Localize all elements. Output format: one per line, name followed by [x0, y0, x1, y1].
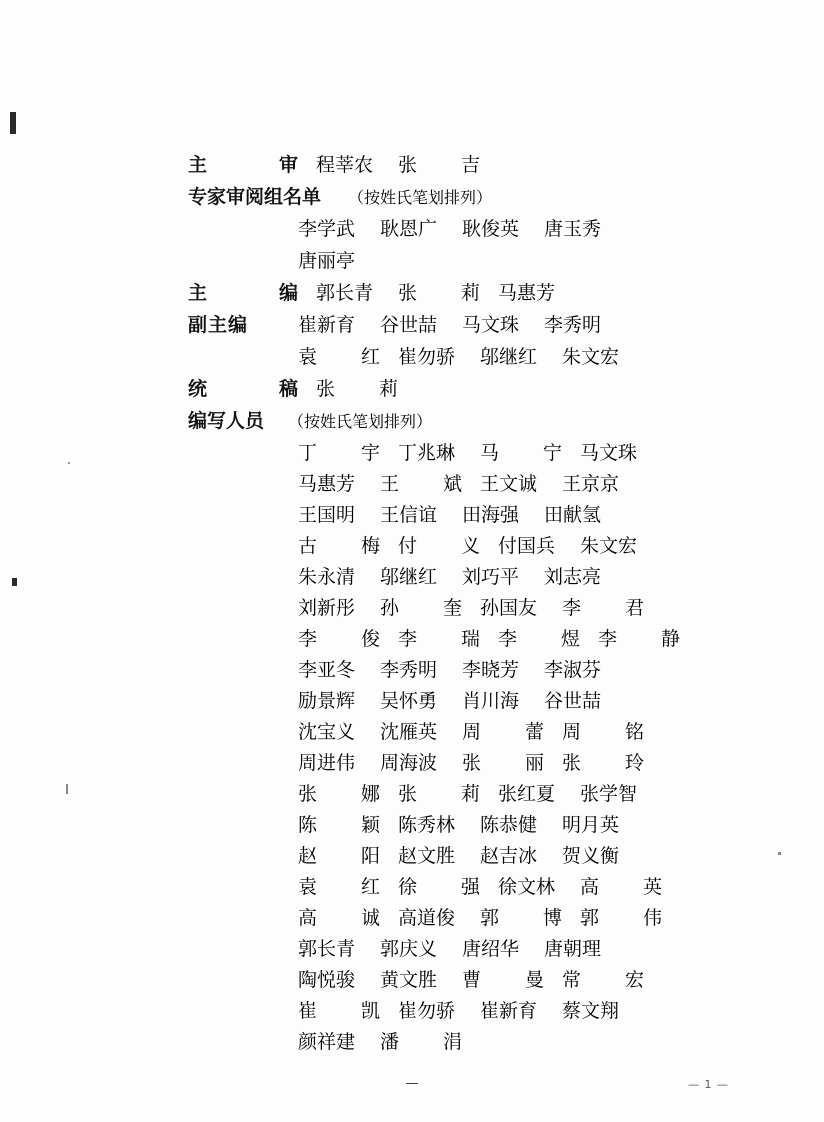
- person-name: 王信谊: [380, 504, 438, 526]
- section-note: （按姓氏笔划排列）: [348, 188, 493, 207]
- person-name: 励景辉: [298, 690, 356, 712]
- section-chief-reviewer: [188, 150, 628, 177]
- person-name: 陈秀林: [398, 814, 456, 836]
- person-name: 王文诚: [480, 473, 538, 495]
- person-name: 郭长青: [298, 938, 356, 960]
- scan-speck: [12, 578, 17, 586]
- name-row: [298, 841, 628, 868]
- name-char: 张: [316, 378, 336, 400]
- person-name: 肖川海: [462, 690, 520, 712]
- person-name: 马惠芳: [298, 473, 356, 495]
- section-expert-review-group: [188, 182, 628, 209]
- person-name: 邬继红: [480, 346, 538, 368]
- person-name: 崔勿骄: [398, 1000, 456, 1022]
- name-row: [298, 342, 628, 369]
- person-name: 朱文宏: [562, 346, 620, 368]
- section-label: 编写人员: [188, 410, 265, 432]
- person-name: 田海强: [462, 504, 520, 526]
- person-name: 唐丽亭: [298, 250, 356, 272]
- name-row: [298, 469, 628, 496]
- section-editor-in-chief: [188, 278, 628, 305]
- person-name: 古 梅: [298, 535, 380, 557]
- section-label: [188, 278, 316, 305]
- person-name: 曹 曼: [462, 969, 544, 991]
- person-name: 唐玉秀: [544, 218, 602, 240]
- person-name: 贺义衡: [562, 845, 620, 867]
- person-name: 刘新彤: [298, 597, 356, 619]
- person-name: 崔新育: [298, 314, 356, 336]
- person-name: 赵吉冰: [480, 845, 538, 867]
- person-name: 高 诚: [298, 907, 380, 929]
- person-name: 王京京: [562, 473, 620, 495]
- person-name: 郭 博: [480, 907, 562, 929]
- person-name: 徐 强: [398, 876, 480, 898]
- name-row: [298, 748, 644, 775]
- person-name: 张学智: [580, 783, 638, 805]
- person-name: 耿俊英: [462, 218, 520, 240]
- person-name: 朱文宏: [580, 535, 638, 557]
- name-row: [298, 655, 628, 682]
- name-char: 张: [398, 154, 418, 176]
- person-name: [298, 342, 398, 369]
- person-name: 李晓芳: [462, 659, 520, 681]
- section-associate-editor: [188, 310, 628, 337]
- scan-speck: [10, 112, 16, 134]
- section-label: 副主编: [188, 314, 249, 336]
- person-name: 张 丽: [462, 752, 544, 774]
- person-name: 李秀明: [544, 314, 602, 336]
- person-name: 马文珠: [580, 442, 638, 464]
- person-name: 明月英: [562, 814, 620, 836]
- label-char: 统: [188, 378, 208, 400]
- document-content: [188, 150, 680, 1058]
- person-name: 李 静: [598, 628, 680, 650]
- person-name: 谷世喆: [380, 314, 438, 336]
- person-name: 沈雁英: [380, 721, 438, 743]
- person-name: 李秀明: [380, 659, 438, 681]
- section-label: [188, 150, 316, 177]
- label-char: 主: [188, 282, 208, 304]
- person-name: 吴怀勇: [380, 690, 438, 712]
- name-row: [298, 686, 628, 713]
- person-name: 丁 宇: [298, 442, 380, 464]
- person-name: 程莘农: [316, 154, 374, 176]
- person-name: 颜祥建: [298, 1031, 356, 1053]
- person-name: 张 娜: [298, 783, 380, 805]
- person-name: 崔勿骄: [398, 346, 456, 368]
- person-name: 丁兆琳: [398, 442, 456, 464]
- person-name: 李 煜: [498, 628, 580, 650]
- expert-review-names: [188, 214, 628, 273]
- person-name: 周 铭: [562, 721, 644, 743]
- name-row: [298, 624, 680, 651]
- person-name: 付 义: [398, 535, 480, 557]
- name-row: [298, 246, 628, 273]
- person-name: 高道俊: [398, 907, 456, 929]
- name-row: [298, 903, 662, 930]
- person-name: 朱永清: [298, 566, 356, 588]
- section-note: （按姓氏笔划排列）: [288, 412, 433, 431]
- person-name: 李 瑞: [398, 628, 480, 650]
- name-char: 红: [360, 346, 380, 368]
- name-char: 莉: [460, 282, 480, 304]
- person-name: 马文珠: [462, 314, 520, 336]
- scan-speck: [68, 462, 70, 464]
- person-name: 蔡文翔: [562, 1000, 620, 1022]
- person-name: [398, 150, 498, 177]
- label-char: 主: [188, 154, 208, 176]
- name-row: [298, 965, 644, 992]
- person-name: 郭长青: [316, 282, 374, 304]
- person-name: 邬继红: [380, 566, 438, 588]
- page-footer: —: [405, 1076, 419, 1091]
- person-name: 周进伟: [298, 752, 356, 774]
- person-name: 黄文胜: [380, 969, 438, 991]
- person-name: 陈恭健: [480, 814, 538, 836]
- name-row: [298, 214, 628, 241]
- person-name: 潘 涓: [380, 1031, 462, 1053]
- name-row: [298, 996, 628, 1023]
- person-name: 徐文林: [498, 876, 556, 898]
- name-row: [298, 810, 628, 837]
- person-name: 李 君: [562, 597, 644, 619]
- name-row: [298, 1027, 628, 1054]
- name-row: [298, 717, 644, 744]
- person-name: 马 宁: [480, 442, 562, 464]
- person-name: 刘志亮: [544, 566, 602, 588]
- name-row: [298, 779, 638, 806]
- person-name: 周海波: [380, 752, 438, 774]
- person-name: 王国明: [298, 504, 356, 526]
- person-name: 李淑芬: [544, 659, 602, 681]
- person-name: 陈 颖: [298, 814, 380, 836]
- person-name: 张 玲: [562, 752, 644, 774]
- person-name: 赵文胜: [398, 845, 456, 867]
- section-compiler: [188, 374, 628, 401]
- person-name: [398, 278, 498, 305]
- name-list: [316, 278, 628, 305]
- person-name: 王 斌: [380, 473, 462, 495]
- person-name: 田献氢: [544, 504, 602, 526]
- person-name: 郭庆义: [380, 938, 438, 960]
- name-row: [298, 872, 662, 899]
- person-name: 孙 奎: [380, 597, 462, 619]
- name-char: 张: [398, 282, 418, 304]
- section-label: 专家审阅组名单: [188, 186, 322, 208]
- name-row: [298, 593, 644, 620]
- section-label: [188, 374, 316, 401]
- person-name: 谷世喆: [544, 690, 602, 712]
- name-list: [316, 374, 628, 401]
- person-name: 李学武: [298, 218, 356, 240]
- label-char: 审: [278, 154, 298, 176]
- person-name: 唐朝理: [544, 938, 602, 960]
- person-name: 袁 红: [298, 876, 380, 898]
- person-name: 马惠芳: [498, 282, 556, 304]
- name-row: [298, 562, 628, 589]
- label-char: 编: [278, 282, 298, 304]
- person-name: 常 宏: [562, 969, 644, 991]
- person-name: 张 莉: [398, 783, 480, 805]
- person-name: 崔 凯: [298, 1000, 380, 1022]
- name-row: [298, 934, 628, 961]
- label-char: 稿: [278, 378, 298, 400]
- person-name: 刘巧平: [462, 566, 520, 588]
- name-row: [298, 531, 638, 558]
- person-name: 付国兵: [498, 535, 556, 557]
- name-list: [298, 310, 628, 337]
- person-name: 耿恩广: [380, 218, 438, 240]
- person-name: 沈宝义: [298, 721, 356, 743]
- person-name: [316, 374, 416, 401]
- name-char: 莉: [378, 378, 398, 400]
- person-name: 孙国友: [480, 597, 538, 619]
- person-name: 崔新育: [480, 1000, 538, 1022]
- person-name: 李亚冬: [298, 659, 356, 681]
- person-name: 郭 伟: [580, 907, 662, 929]
- section-writers: [188, 406, 628, 433]
- person-name: 李 俊: [298, 628, 380, 650]
- person-name: 赵 阳: [298, 845, 380, 867]
- name-row: [298, 438, 638, 465]
- writer-name-grid: [298, 438, 680, 1054]
- scan-speck: [778, 852, 781, 855]
- person-name: 张红夏: [498, 783, 556, 805]
- person-name: 唐绍华: [462, 938, 520, 960]
- scan-speck: [66, 784, 68, 794]
- person-name: 周 蕾: [462, 721, 544, 743]
- name-row: [298, 500, 628, 527]
- name-list: [316, 150, 628, 177]
- page-number: — 1 —: [688, 1078, 729, 1091]
- person-name: 高 英: [580, 876, 662, 898]
- name-char: 袁: [298, 346, 318, 368]
- person-name: 陶悦骏: [298, 969, 356, 991]
- name-char: 吉: [460, 154, 480, 176]
